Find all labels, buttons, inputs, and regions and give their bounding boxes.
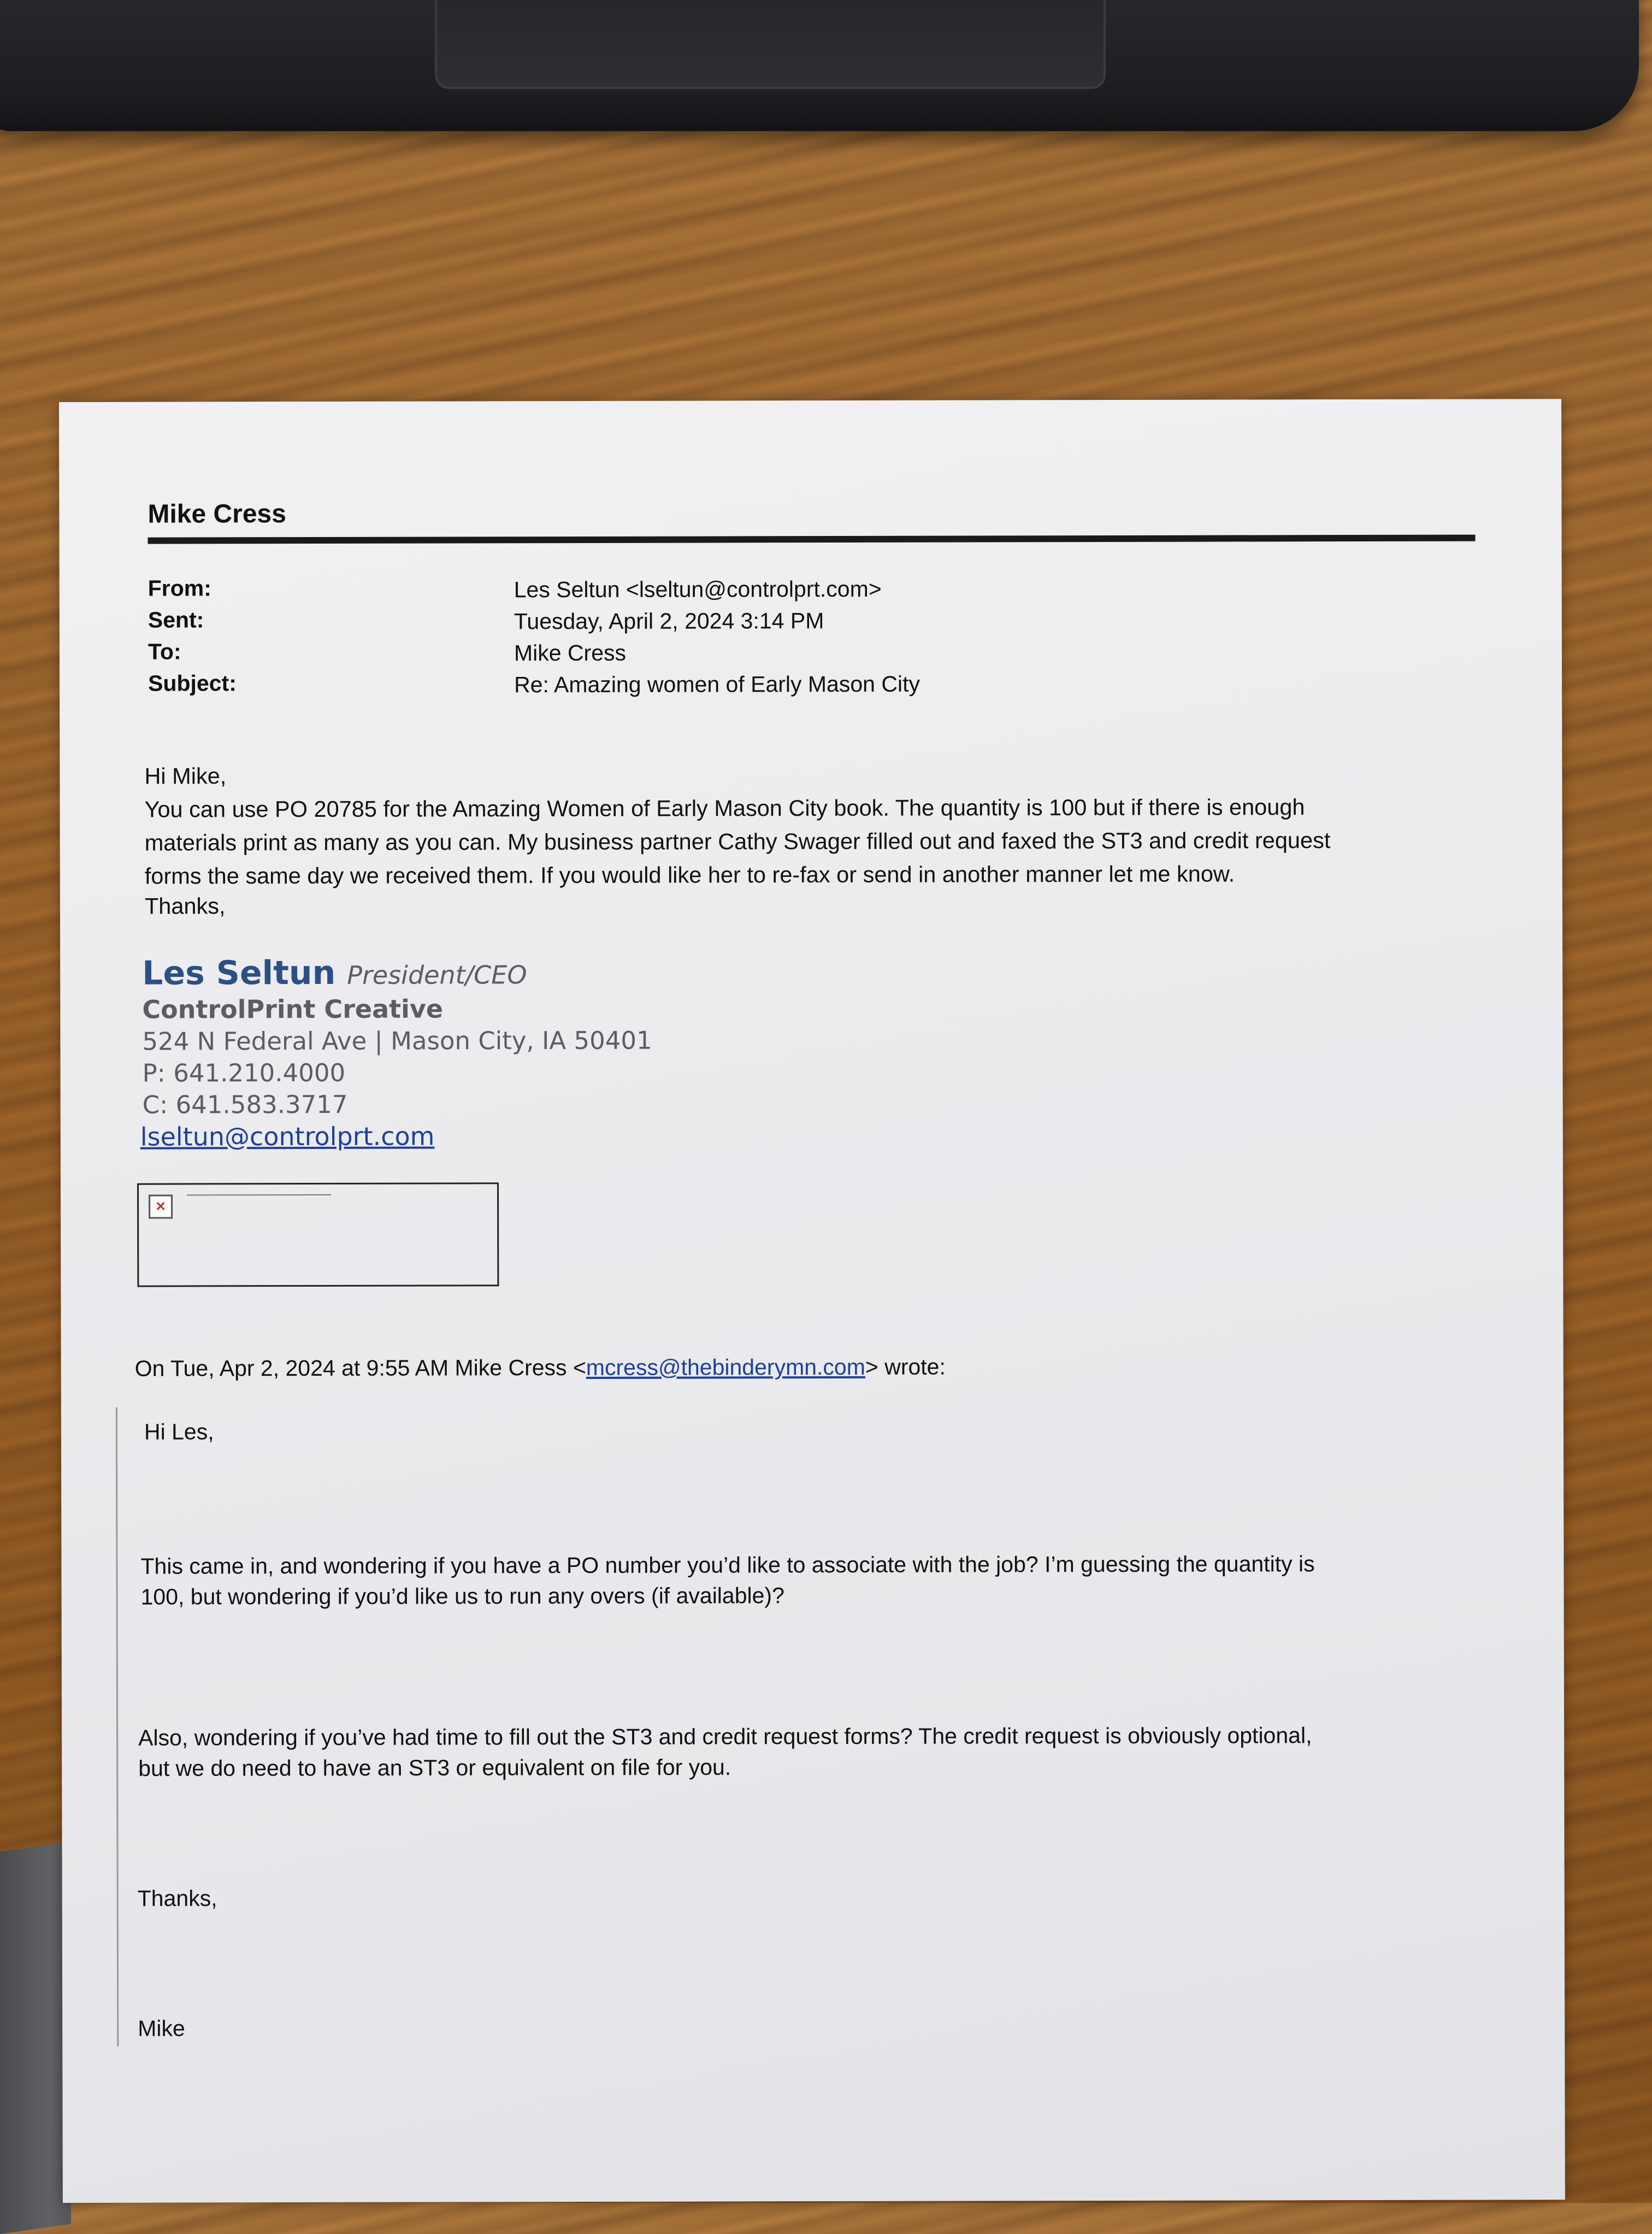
quoted-para2-line1: Also, wondering if you’ve had time to fill out the ST3 and credit request forms? The credit request is obviously optional,	[138, 1723, 1312, 1750]
quoted-sender-email-link[interactable]: mcress@thebinderymn.com	[586, 1354, 865, 1380]
body-line-1: You can use PO 20785 for the Amazing Women of Early Mason City book. The quantity is 100 but if there is enough	[144, 794, 1305, 822]
from-label: From:	[148, 575, 211, 601]
from-value: Les Seltun <lseltun@controlprt.com>	[514, 576, 882, 603]
signature-name	[142, 953, 527, 992]
to-value: Mike Cress	[514, 640, 627, 666]
laptop-trackpad	[435, 0, 1106, 89]
quoted-closing: Thanks,	[137, 1885, 217, 1911]
quoted-greeting: Hi Les,	[144, 1419, 214, 1445]
signature-name-text: Les Seltun	[142, 953, 336, 993]
quoted-para1-line1: This came in, and wondering if you have a PO number you’d like to associate with the job? I’m guessing the quantity is	[140, 1551, 1315, 1579]
gray-cloth	[0, 1842, 71, 2234]
quoted-intro-prefix: On Tue, Apr 2, 2024 at 9:55 AM Mike Cress <	[134, 1354, 586, 1381]
signature-cell: C: 641.583.3717	[142, 1089, 348, 1119]
broken-image-icon: ×	[149, 1195, 173, 1219]
body-line-3: forms the same day we received them. If you would like her to re-fax or send in another manner let me know.	[144, 860, 1235, 889]
to-label: To:	[148, 639, 181, 664]
quoted-para2-line2: but we do need to have an ST3 or equivalent on file for you.	[138, 1754, 731, 1781]
printed-email-page	[59, 399, 1565, 2203]
signature-company: ControlPrint Creative	[142, 994, 444, 1024]
sent-label: Sent:	[148, 607, 204, 633]
quoted-para1-line2: 100, but wondering if you’d like us to run any overs (if available)?	[140, 1583, 784, 1610]
body-greeting: Hi Mike,	[144, 763, 227, 789]
laptop-edge	[0, 0, 1639, 131]
quoted-intro	[135, 1354, 946, 1382]
broken-image-line	[187, 1194, 331, 1196]
body-closing: Thanks,	[144, 893, 226, 919]
quoted-sign: Mike	[138, 2015, 185, 2041]
signature-email-link[interactable]: lseltun@controlprt.com	[140, 1121, 435, 1152]
quote-bar	[116, 1407, 119, 2047]
broken-image-placeholder	[137, 1182, 499, 1287]
sheet-title: Mike Cress	[148, 499, 286, 529]
signature-phone: P: 641.210.4000	[142, 1058, 346, 1088]
subject-value: Re: Amazing women of Early Mason City	[514, 671, 920, 698]
signature-address: 524 N Federal Ave | Mason City, IA 50401	[142, 1025, 652, 1056]
header-rule	[148, 535, 1476, 544]
subject-label: Subject:	[148, 670, 237, 696]
sent-value: Tuesday, April 2, 2024 3:14 PM	[514, 608, 824, 634]
quoted-intro-suffix: > wrote:	[865, 1354, 946, 1380]
signature-title: President/CEO	[347, 960, 527, 990]
body-line-2: materials print as many as you can. My business partner Cathy Swager filled out and faxed the ST3 and credit request	[144, 827, 1331, 856]
